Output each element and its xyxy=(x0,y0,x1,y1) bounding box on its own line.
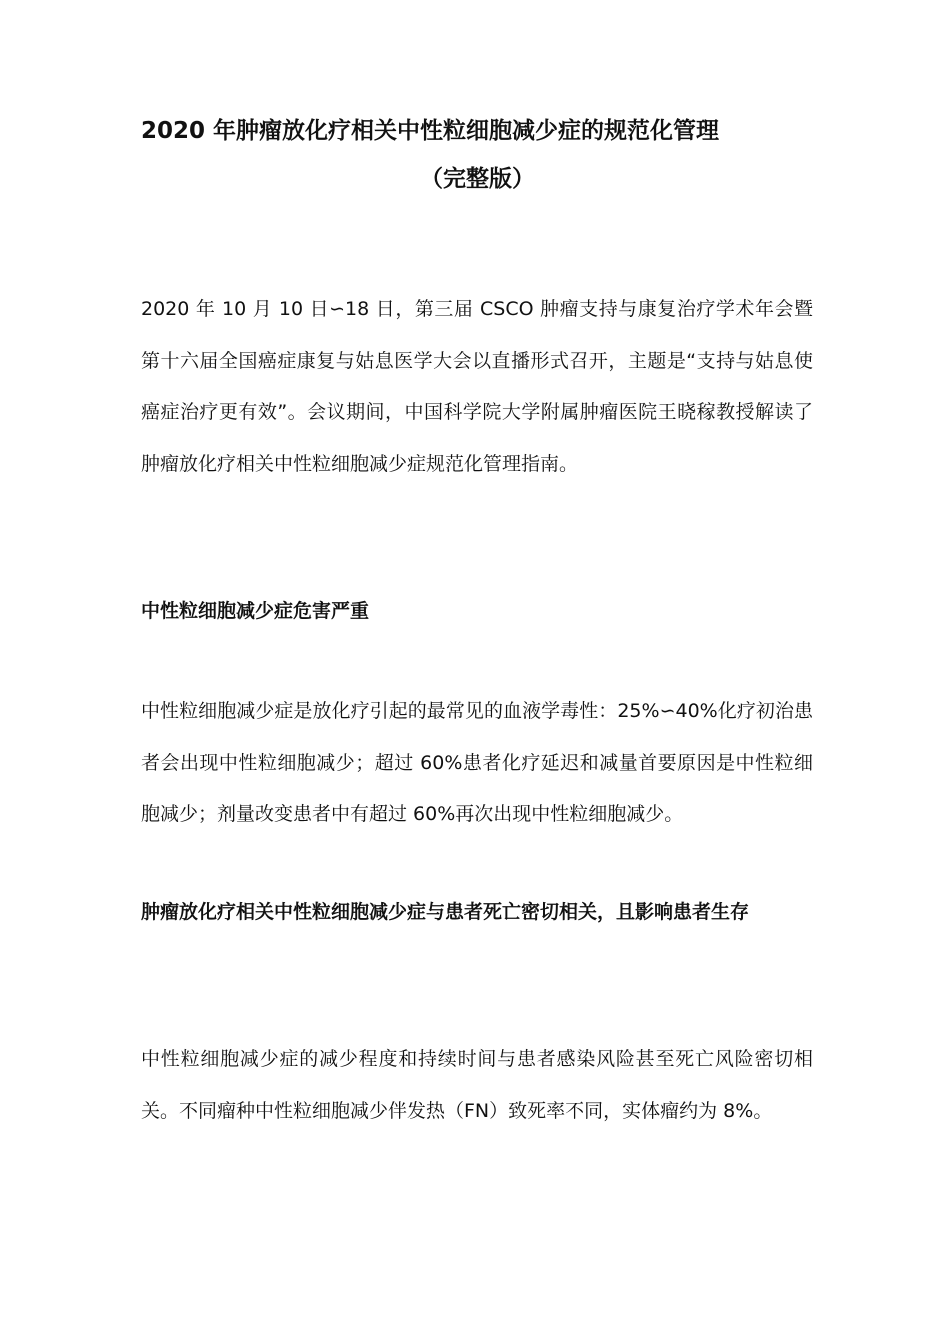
document-title-suffix: （完整版） xyxy=(420,166,535,192)
section-heading-harm: 中性粒细胞减少症危害严重 xyxy=(141,600,370,622)
harm-paragraph: 中性粒细胞减少症是放化疗引起的最常见的血液学毒性：25%∽40%化疗初治患者会出现中性粒细胞减少；超过 60%患者化疗延迟和减量首要原因是中性粒细胞减少；剂量改变患者中有超过 60%再次出现中性粒细胞减少。 xyxy=(141,700,813,825)
section-heading-mortality: 肿瘤放化疗相关中性粒细胞减少症与患者死亡密切相关，且影响患者生存 xyxy=(141,901,750,923)
document-title: 2020 年肿瘤放化疗相关中性粒细胞减少症的规范化管理 xyxy=(141,118,720,144)
mortality-paragraph: 中性粒细胞减少症的减少程度和持续时间与患者感染风险甚至死亡风险密切相关。不同瘤种中性粒细胞减少伴发热（FN）致死率不同，实体瘤约为 8%。 xyxy=(141,1048,813,1122)
intro-paragraph: 2020 年 10 月 10 日∽18 日，第三届 CSCO 肿瘤支持与康复治疗学术年会暨第十六届全国癌症康复与姑息医学大会以直播形式召开，主题是“支持与姑息使癌症治疗更有效”。会议期间，中国科学院大学附属肿瘤医院王晓稼教授解读了肿瘤放化疗相关中性粒细胞减少症规范化管理指南。 xyxy=(141,298,813,475)
